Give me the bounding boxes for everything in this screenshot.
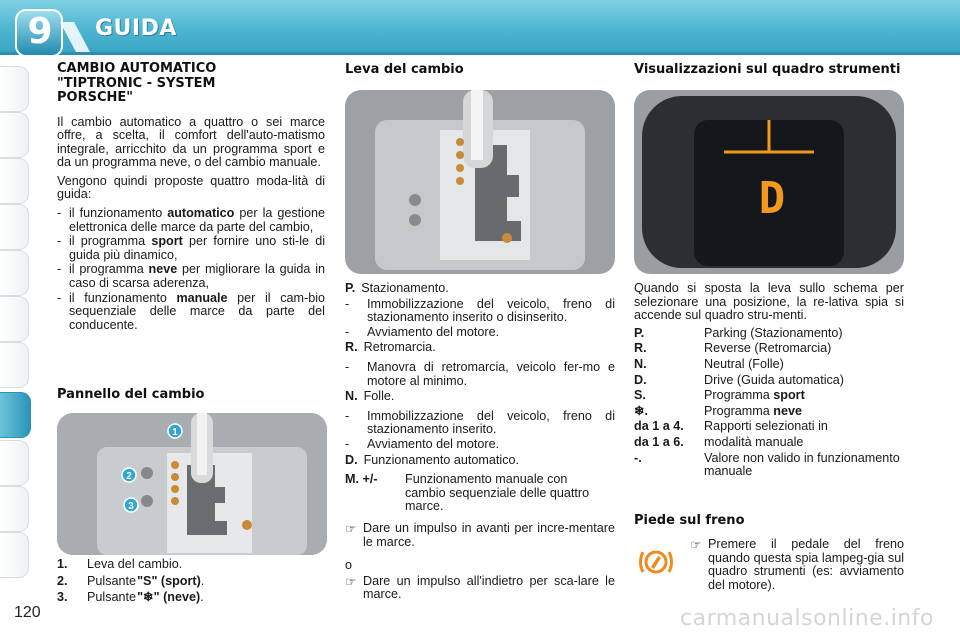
list-item: - Immobilizzazione del veicolo, freno di stazionamento inserito o disinserito.	[345, 296, 615, 325]
position-n-notes	[345, 410, 615, 452]
tip-upshift: ☞ Dare un impulso in avanti per incre-mentare le marce.	[345, 520, 615, 549]
list-item: - Avviamento del motore.	[345, 324, 500, 339]
display-row: -. Valore non valido in funzionamento manuale	[634, 450, 900, 479]
display-row: da 1 a 6. modalità manuale	[634, 434, 804, 449]
list-item: - il funzionamento automatico per la gestione elettronica delle marce da parte del cambio,	[57, 206, 325, 234]
display-intro: Quando si sposta la leva sullo schema per selezionare una posizione, la re-lativa spia si accende sul quadro stru-menti.	[634, 281, 904, 323]
right-column	[634, 282, 904, 481]
gear-panel-photo	[57, 413, 327, 555]
header-divider	[0, 52, 960, 55]
position-n: N. Folle.	[345, 389, 395, 404]
left-column	[57, 62, 325, 333]
modes-list	[57, 207, 325, 332]
list-item: - Avviamento del motore.	[345, 436, 500, 451]
legend-item: 2. Pulsante "S" (sport) .	[57, 573, 205, 588]
modes-intro: Vengono quindi proposte quattro moda-lità di guida:	[57, 173, 325, 202]
display-row: D. Drive (Guida automatica)	[634, 372, 844, 387]
side-tab-1[interactable]	[0, 66, 29, 112]
list-item: - il programma sport per fornire uno sti-le di guida più dinamico,	[57, 234, 325, 262]
position-p: P. Stazionamento.	[345, 281, 449, 295]
or-text: o	[345, 558, 353, 573]
side-tab-4[interactable]	[0, 204, 29, 250]
display-row: N. Neutral (Folle)	[634, 356, 784, 371]
middle-column	[345, 282, 615, 604]
display-row: ❄. Programma neve	[634, 403, 803, 418]
watermark: carmanualsonline.info	[680, 606, 934, 631]
legend-item: 3. Pulsante "❄" (neve) .	[57, 590, 204, 605]
side-tab-5[interactable]	[0, 250, 29, 296]
brake-tip: ☞ Premere il pedale del freno quando questa spia lampeg-gia sul quadro strumenti (es: avviamento del motore).	[690, 537, 904, 592]
chapter-number: 9	[27, 11, 53, 52]
pointing-hand-icon: ☞	[345, 520, 357, 536]
position-manual: M. +/- Funzionamento manuale con cambio sequenziale delle quattro marce.	[345, 472, 590, 514]
position-p-notes	[345, 298, 615, 340]
section-title-brake: Piede sul freno	[634, 513, 745, 528]
side-tab-9[interactable]	[0, 440, 29, 486]
list-item: - Immobilizzazione del veicolo, freno di stazionamento inserito.	[345, 408, 615, 437]
position-r: R. Retromarcia.	[345, 340, 436, 355]
side-tab-3[interactable]	[0, 158, 29, 204]
section-title-panel: Pannello del cambio	[57, 387, 205, 402]
tip-downshift: ☞ Dare un impulso all'indietro per sca-lare le marce.	[345, 573, 615, 602]
side-tab-11[interactable]	[0, 532, 29, 578]
side-tab-7[interactable]	[0, 342, 29, 388]
side-tab-2[interactable]	[0, 112, 29, 158]
svg-text:3: 3	[128, 501, 134, 512]
intro-paragraph: Il cambio automatico a quattro o sei marce offre, a scelta, il comfort dell'auto-matismo integrale, arricchito da un programma sport e da un programma neve, o del cambio manuale.	[57, 114, 325, 170]
section-title-lever: Leva del cambio	[345, 62, 464, 77]
brake-note	[690, 538, 904, 594]
position-r-notes	[345, 361, 615, 388]
display-row: P. Parking (Stazionamento)	[634, 325, 843, 340]
dashboard-display-photo	[634, 90, 904, 274]
side-tab-10[interactable]	[0, 486, 29, 532]
display-gear-letter: D	[758, 173, 786, 224]
display-row: da 1 a 4. Rapporti selezionati in	[634, 419, 828, 434]
svg-text:2: 2	[126, 471, 132, 482]
list-item: - Manovra di retromarcia, veicolo fer-mo e motore al minimo.	[345, 359, 615, 388]
page-title: GUIDA	[95, 16, 177, 41]
gear-lever-photo	[345, 90, 615, 274]
brake-warning-icon	[636, 546, 676, 578]
side-tab-6[interactable]	[0, 296, 29, 342]
svg-text:1: 1	[172, 427, 178, 438]
display-row: S. Programma sport	[634, 388, 805, 403]
display-row: R. Reverse (Retromarcia)	[634, 341, 832, 356]
header-swoosh	[60, 16, 94, 56]
legend-item: 1. Leva del cambio.	[57, 557, 183, 571]
page-number: 120	[14, 604, 41, 621]
panel-legend	[57, 558, 325, 608]
section-title-tiptronic: CAMBIO AUTOMATICO "TIPTRONIC - SYSTEM PORSCHE"	[57, 61, 217, 105]
list-item: - il programma neve per migliorare la guida in caso di scarsa aderenza,	[57, 262, 326, 291]
section-title-display: Visualizzazioni sul quadro strumenti	[634, 62, 901, 77]
side-tab-active[interactable]	[0, 392, 31, 438]
pointing-hand-icon: ☞	[345, 573, 357, 589]
list-item: - il funzionamento manuale per il cam-bio sequenziale delle marce da parte del conducente.	[57, 290, 325, 332]
position-d: D. Funzionamento automatico.	[345, 452, 520, 467]
pointing-hand-icon: ☞	[690, 537, 702, 552]
